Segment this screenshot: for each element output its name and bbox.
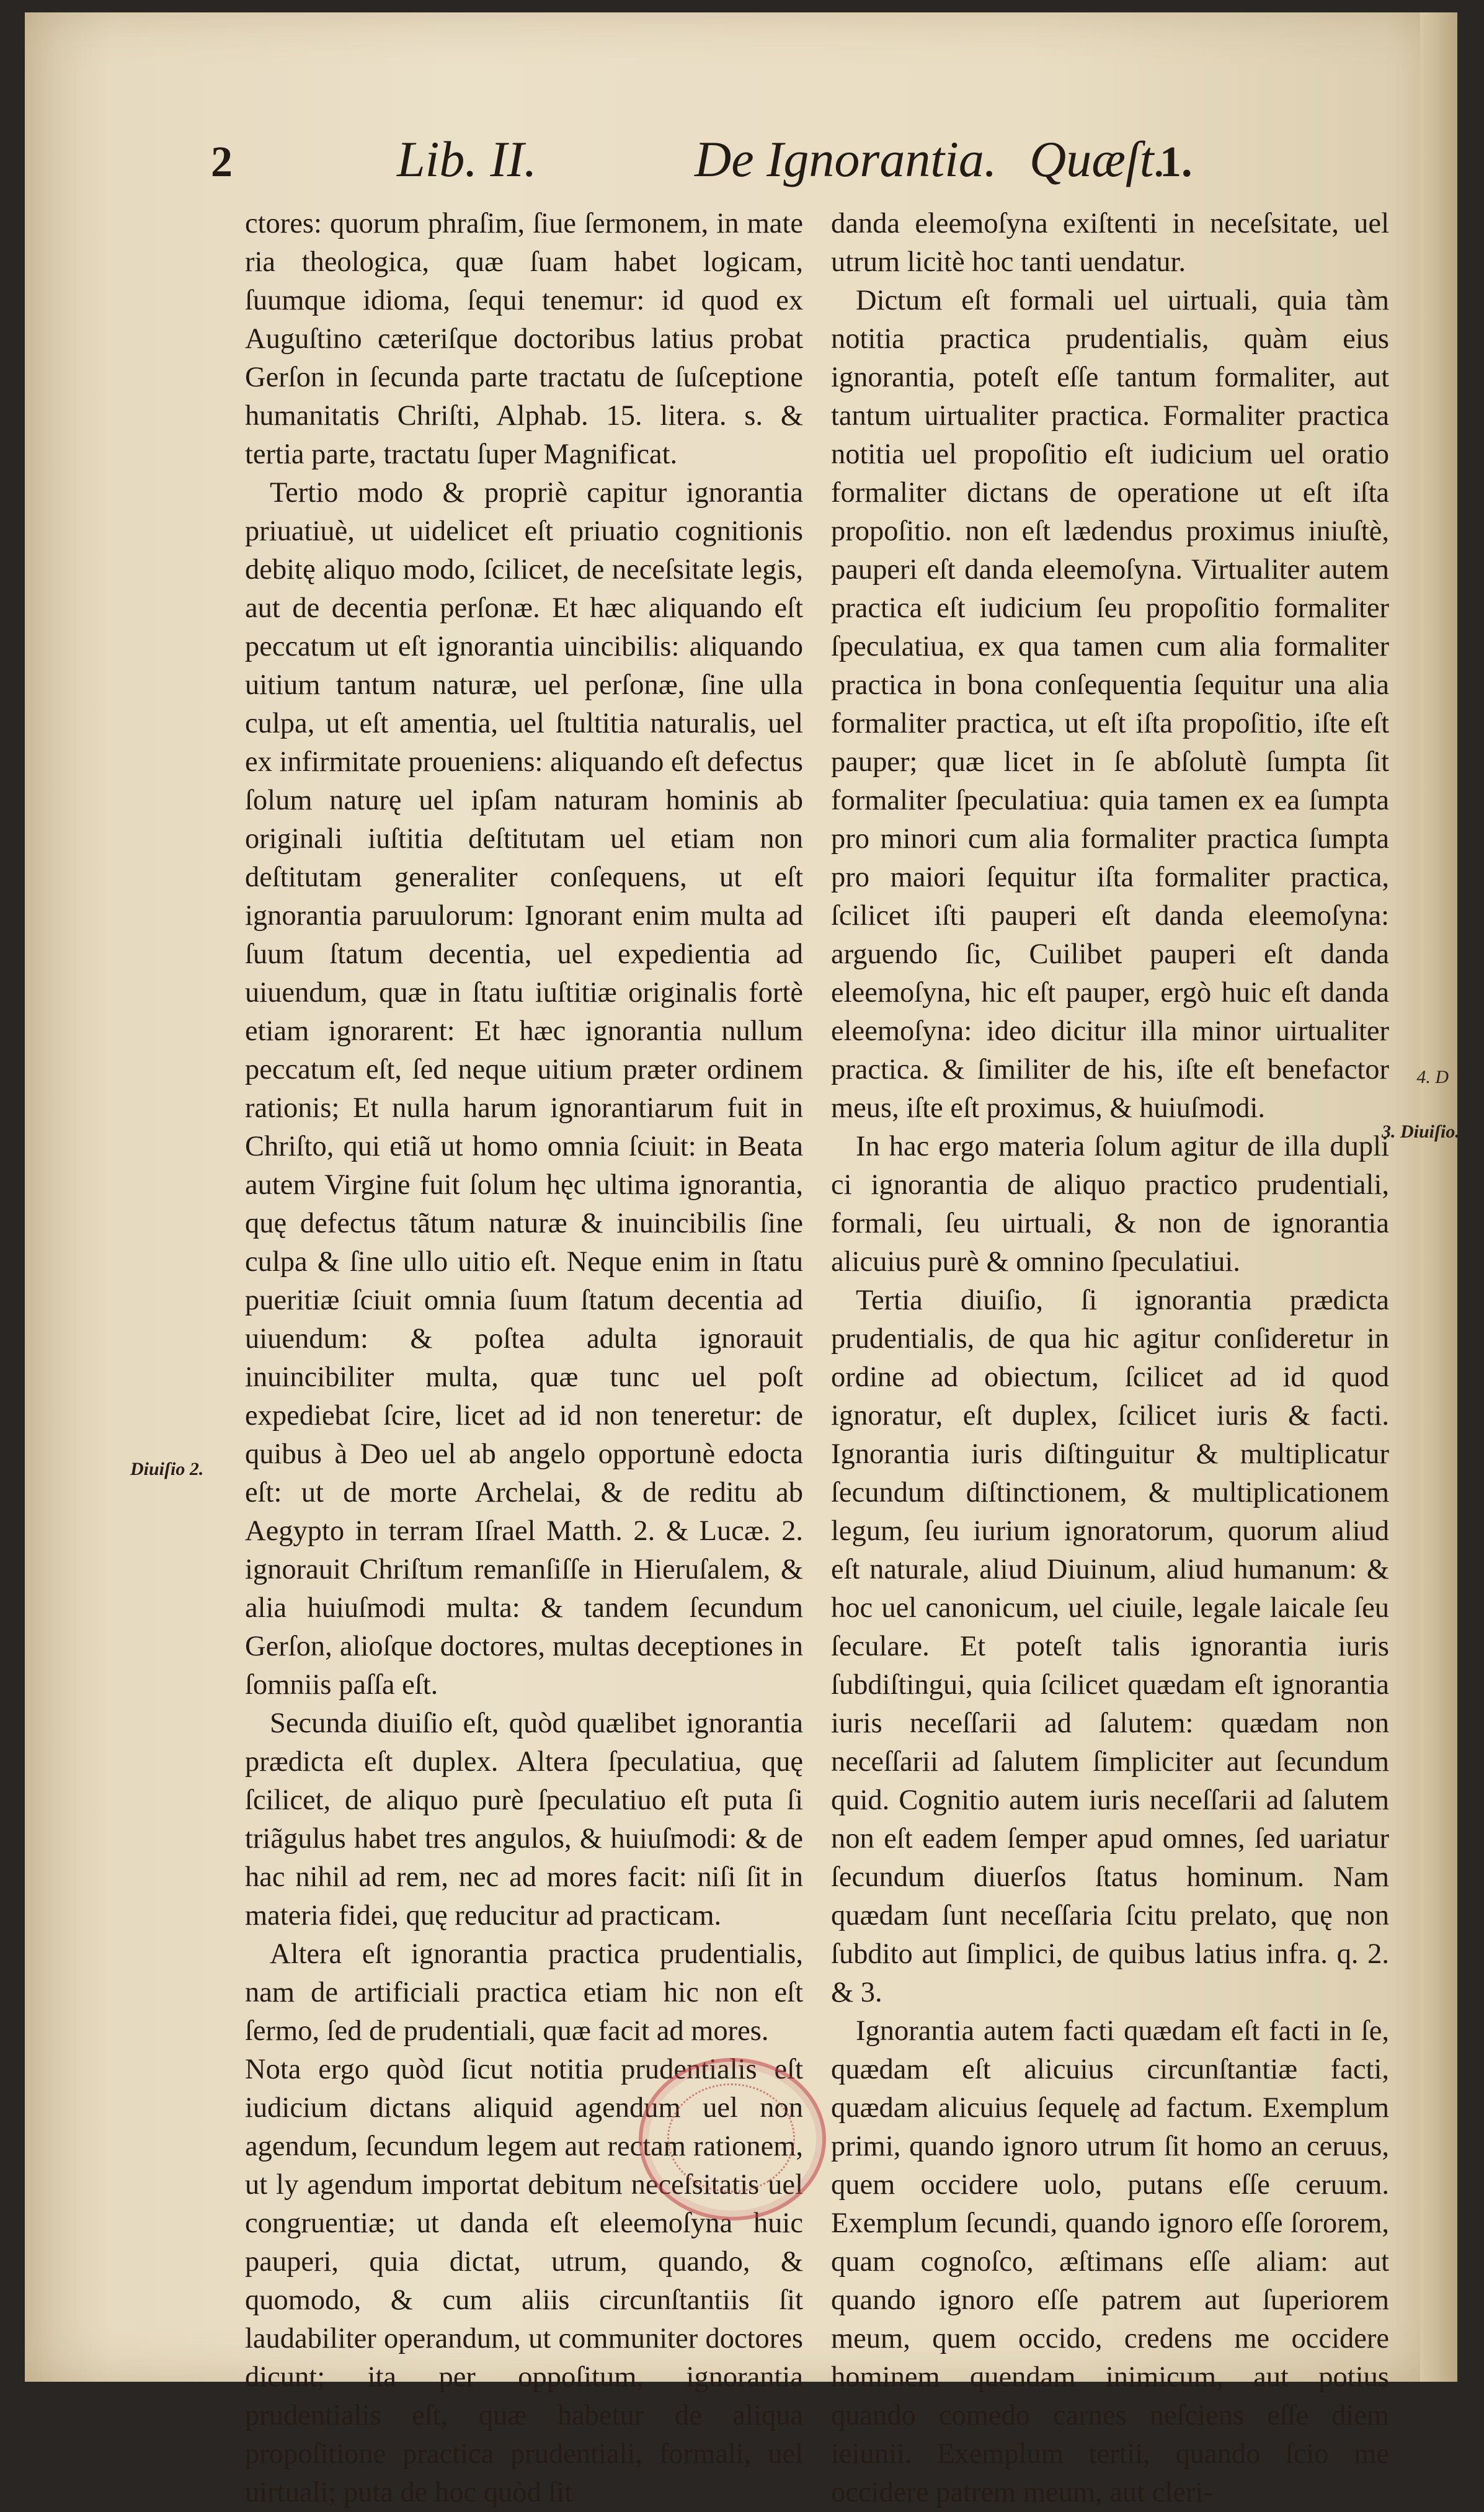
- paragraph: In hac ergo materia ſolum agitur de illa dupli ci ignorantia de aliquo practico prudentiali, formali, ſeu uirtuali, & non de ignorantia alicuius purè & omnino ſpeculatiui.: [831, 1131, 1389, 1278]
- book-label: Lib. II.: [397, 131, 537, 187]
- library-stamp: [639, 2058, 826, 2220]
- page-title: De Ignorantia.: [695, 131, 997, 187]
- paragraph: Nota ergo quòd ſicut notitia prudentialis eſt iudicium dictans aliquid agendum uel non agendum, ſecundum legem aut rectam rationem, ut ly agendum importat debitum neceſsitatis uel congruentiæ; ut danda eſt eleemoſyna huic pauperi, quia dictat, utrum, quando, & quomodo, & cum aliis circunſtantiis ſit laudabiliter operandum, ut communiter doctores dicunt; ita per oppoſitum, ignorantia prudentialis eſt, quæ habetur de aliqua propoſitione practica prudentiali, formali, uel uirtuali; puta de hoc quòd ſit: [245, 2054, 803, 2508]
- marginal-note-left: Diuiſio 2.: [130, 1459, 204, 1479]
- paragraph: Secunda diuiſio eſt, quòd quælibet ignorantia prædicta eſt duplex. Altera ſpeculatiua, quę ſcilicet, de aliquo purè ſpeculatiuo eſt puta ſi triãgulus habet tres angulos, & huiuſmodi: & de hac nihil ad rem, nec ad mores facit: niſi ſit in materia fidei, quę reducitur ad practicam.: [245, 1708, 803, 1931]
- paragraph: ctores: quorum phraſim, ſiue ſermonem, in mate ria theologica, quæ ſuam habet logicam, ſuumque idioma, ſequi tenemur: id quod ex Auguſtino cæteriſque doctoribus latius probat Gerſon in ſecunda parte tractatu de ſuſceptione humanitatis Chriſti, Alphab. 15. litera. s. & tertia parte, tractatu ſuper Magnificat.: [245, 208, 803, 470]
- marginal-note-right: 3. Diuiſio.: [1382, 1121, 1460, 1142]
- paragraph: danda eleemoſyna exiſtenti in neceſsitate, uel utrum licitè hoc tanti uendatur.: [831, 208, 1389, 278]
- paragraph: Altera eſt ignorantia practica prudentialis, nam de artificiali practica etiam hic non eſt ſermo, ſed de prudentiali, quæ facit ad mores.: [245, 1938, 803, 2047]
- library-stamp-inner-ring: [667, 2083, 795, 2193]
- right-column: [831, 205, 1389, 2512]
- page-edge: [1420, 12, 1457, 2382]
- paragraph: Ignorantia autem facti quædam eſt facti in ſe, quædam eſt alicuius circunſtantiæ facti, quædam alicuius ſequelę ad factum. Exemplum primi, quando ignoro utrum ſit homo an ceruus, quem occidere uolo, putans eſſe ceruum. Exemplum ſecundi, quando ignoro eſſe ſororem, quam cognoſco, æſtimans eſſe aliam: aut quando ignoro eſſe patrem aut ſuperiorem meum, quem occido, credens me occidere hominem quendam inimicum, aut potius quando comedo carnes neſciens eſſe diem ieiunii. Exemplum tertii, quando ſcio me occidere patrem meum, aut cleri-: [831, 2015, 1389, 2508]
- clipped-margin-note: 4. D: [1416, 1067, 1449, 1087]
- running-header: [211, 130, 1265, 198]
- page-number: 2: [211, 138, 233, 186]
- paragraph: Tertia diuiſio, ſi ignorantia prædicta prudentialis, de qua hic agitur conſideretur in ordine ad obiectum, ſcilicet ad id quod ignoratur, eſt duplex, ſcilicet iuris & facti. Ignorantia iuris diſtinguitur & multiplicatur ſecundum diſtinctionem, & multiplicationem legum, ſeu iurium ignoratorum, quorum aliud eſt naturale, aliud Diuinum, aliud humanum: & hoc uel canonicum, uel ciuile, legale laicale ſeu ſeculare. Et poteſt talis ignorantia iuris ſubdiſtingui, quia ſcilicet quædam eſt ignorantia iuris neceſſarii ad ſalutem: quædam non neceſſarii ad ſalutem ſimpliciter aut ſecundum quid. Cognitio autem iuris neceſſarii ad ſalutem non eſt eadem ſemper apud omnes, ſed uariatur ſecundum diuerſos ſtatus hominum. Nam quædam ſunt neceſſaria ſcitu prelato, quę non ſubdito aut ſimplici, de quibus latius infra. q. 2. & 3.: [831, 1285, 1389, 2008]
- quaestio-label: Quæſt.: [1029, 131, 1166, 187]
- paragraph: Tertio modo & propriè capitur ignorantia priuatiuè, ut uidelicet eſt priuatio cognitionis debitę aliquo modo, ſcilicet, de neceſsitate legis, aut de decentia perſonæ. Et hæc aliquando eſt peccatum ut eſt ignorantia uincibilis: aliquando uitium tantum naturæ, uel perſonæ, ſine ulla culpa, ut eſt amentia, uel ſtultitia naturalis, uel ex infirmitate proueniens: aliquando eſt defectus ſolum naturę uel ipſam naturam hominis ab originali iuſtitia deſtitutam uel etiam non deſtitutam generaliter conſequens, ut eſt ignorantia paruulorum: Ignorant enim multa ad ſuum ſtatum decentia, uel expedientia ad uiuendum, quæ in ſtatu iuſtitiæ originalis fortè etiam ignorarent: Et hæc ignorantia nullum peccatum eſt, ſed neque uitium præter ordinem rationis; Et nulla harum ignorantiarum fuit in Chriſto, qui etiã ut homo omnia ſciuit: in Beata autem Virgine fuit ſolum hęc ultima ignorantia, quę defectus tãtum naturæ & inuincibilis ſine culpa & ſine ullo uitio eſt. Neque enim in ſtatu pueritiæ ſciuit omnia ſuum ſtatum decentia ad uiuendum: & poſtea adulta ignorauit inuincibiliter multa, quæ tunc uel poſt expediebat ſcire, licet ad id non teneretur: de quibus à Deo uel ab angelo opportunè edocta eſt: ut de morte Archelai, & de reditu ab Aegypto in terram Iſrael Matth. 2. & Lucæ. 2. ignorauit Chriſtum remanſiſſe in Hieruſalem, & alia huiuſmodi multa: & tandem ſecundum Gerſon, alioſque doctores, multas deceptiones in ſomniis paſſa eſt.: [245, 477, 803, 1701]
- paragraph: Dictum eſt formali uel uirtuali, quia tàm notitia practica prudentialis, quàm eius ignorantia, poteſt eſſe tantum formaliter, aut tantum uirtualiter practica. Formaliter practica notitia uel propoſitio eſt iudicium uel oratio formaliter dictans de operatione ut eſt iſta propoſitio. non eſt lædendus proximus iniuſtè, pauperi eſt danda eleemoſyna. Virtualiter autem practica eſt iudicium ſeu propoſitio formaliter ſpeculatiua, ex qua tamen cum alia formaliter practica in bona conſequentia ſequitur una alia formaliter practica, ut eſt iſta propoſitio, iſte eſt pauper; quæ licet in ſe abſolutè ſumpta ſit formaliter ſpeculatiua: quia tamen ex ea ſumpta pro minori cum alia formaliter practica ſumpta pro maiori ſequitur iſta formaliter practica, ſcilicet iſti pauperi eſt danda eleemoſyna: arguendo ſic, Cuilibet pauperi eſt danda eleemoſyna, hic eſt pauper, ergò huic eſt danda eleemoſyna: ideo dicitur illa minor uirtualiter practica. & ſimiliter de his, iſte eſt benefactor meus, iſte eſt proximus, & huiuſmodi.: [831, 285, 1389, 1124]
- quaestio-number: 1.: [1160, 138, 1193, 186]
